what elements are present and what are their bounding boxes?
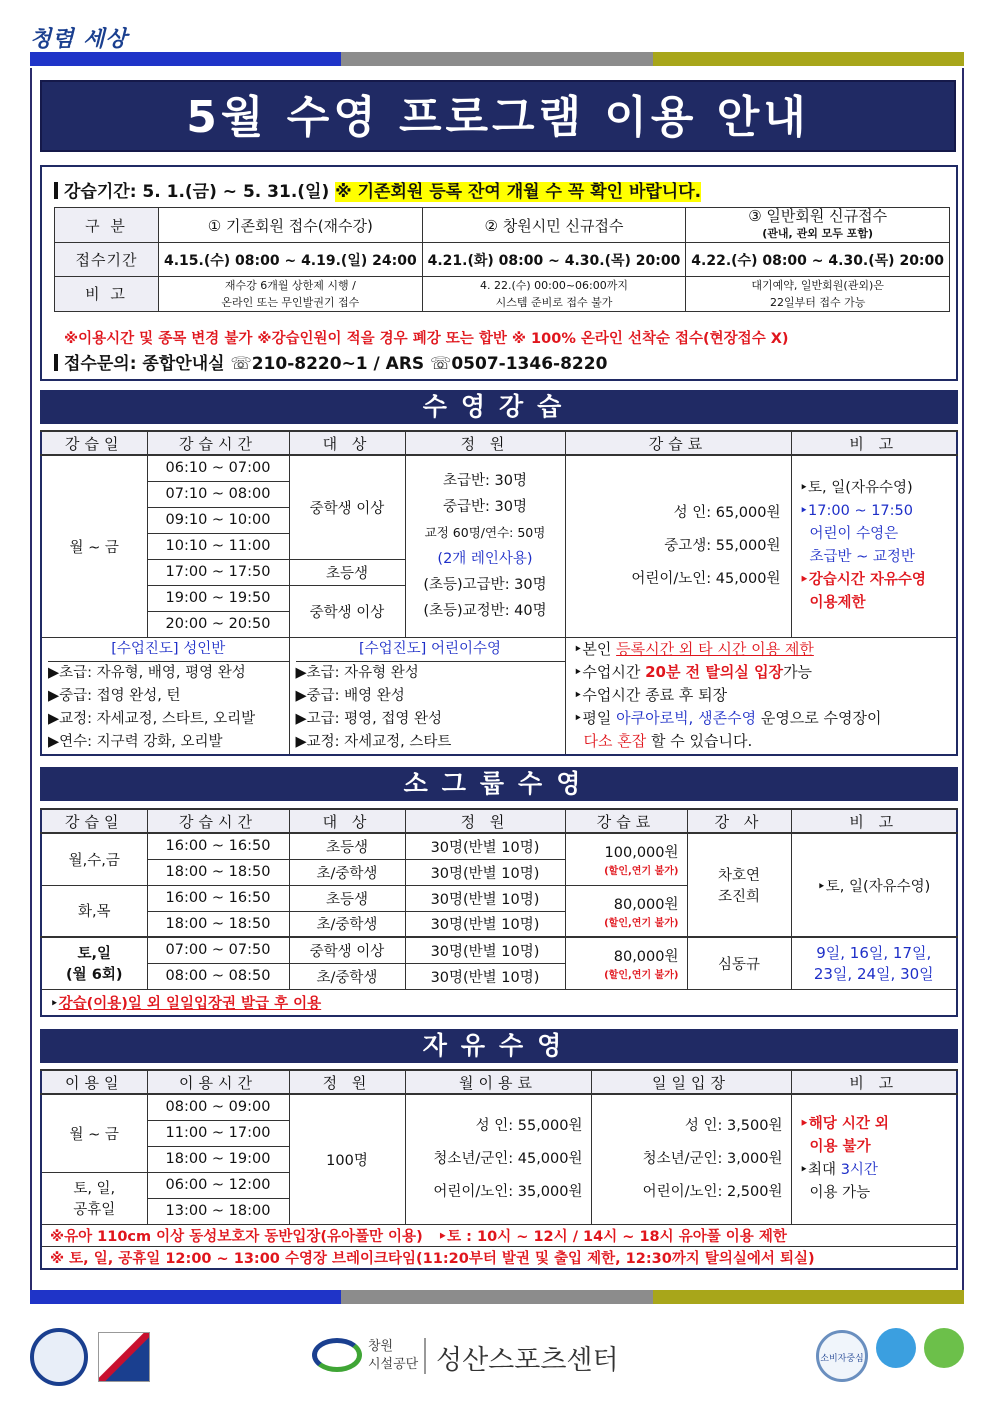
free-swim-section-title: 자유수영: [40, 1029, 958, 1063]
brand-logo: 청렴 세상: [30, 27, 128, 52]
center-name: 성산스포츠센터: [436, 1345, 619, 1376]
page-title: 5월 수영 프로그램 이용 안내: [40, 80, 956, 152]
registration-table: 구 분 ① 기존회원 접수(재수강) ② 창원시민 신규접수 ③ 일반회원 신규접수 (관내, 관외 모두 포함) 접수기간 4.15.(수) 08:00 ~ 4.19.(일) 24:00 4.21.(화) 08:00 ~ 4.30.(목) 20:00 4.22.(수) 08:00 ~ 4.30.(목) 20:00 비 고 재수강 6개월 상한제 시행 / 온라인 또는 무인발권기 접수 4. 22.(수) 00:00~06:00까지 시스템 준비로 접수 불가 대기예약, 일반회원(관외)은 22일부터 접수 가능: [54, 207, 950, 312]
cheongwon-facilities-logo-icon: [312, 1338, 362, 1372]
contact-line: 접수문의: 종합안내실 ☏210-8220~1 / ARS ☏0507-1346-8220: [54, 349, 607, 374]
small-group-table: 강습일 강습시간 대 상 정 원 강습료 강 사 비 고 월,수,금 16:00 ~ 16:50 초등생 30명(반별 10명) 100,000원 (할인,연기 불가) 차호연 조진희 ‣토, 일(자유수영) 18:00 ~ 18:50 초/중학생 30명(반별 10명) 화,목 16:00 ~ 16:50 초등생 30명(반별 10명) 80,000원 (할인,연기 불가) 18:00 ~ 18:50 초/중학생 30명(반별 10명) 토,일 (월 6회) 07:00 ~ 07:50 중학생 이상 30명(반별 10명) 80,000원 (할인,연기 불가) 심동규 9일, 16일, 17일, 23일, 24일, 30일 08:00 ~ 08:50 초/중학생 30명(반별 10명) ‣강습(이용)일 외 일일입장권 발급 후 이용: [40, 808, 958, 1017]
period-notice: ※ 기존회원 등록 잔여 개월 수 꼭 확인 바랍니다.: [335, 182, 702, 202]
period-line: 강습기간: 5. 1.(금) ~ 5. 31.(일) ※ 기존회원 등록 잔여 개월 수 꼭 확인 바랍니다.: [54, 177, 701, 202]
registration-note: ※이용시간 및 종목 변경 불가 ※강습인원이 적을 경우 폐강 또는 합반 ※ 100% 온라인 선착순 접수(현장접수 X): [64, 331, 789, 347]
certification-flag-icon: [98, 1332, 150, 1382]
lesson-section-title: 수영강습: [40, 390, 958, 424]
mascot-green-icon: [924, 1328, 964, 1368]
top-color-bar: [30, 52, 964, 66]
lesson-table: 강습일 강습시간 대 상 정 원 강습료 비 고 월 ~ 금 06:10 ~ 07:00 중학생 이상 초급반: 30명 중급반: 30명 교정 60명/연수: 50명 (2개 레인사용) (초등)고급반: 30명 (초등)교정반: 40명 성 인: 65,000원 중고생: 55,000원 어린이/노인: 45,000원 ‣토, 일(자유수영) ‣17:00 ~ 17:50 어린이 수영은 초급반 ~ 교정반 ‣강습시간 자유수영 이용제한 07:10 ~ 08:00 09:10 ~ 10:00 10:10 ~ 11:00 17:00 ~ 17:50 초등생 19:00 ~ 19:50 중학생 이상 20:00 ~ 20:50 [수업진도] 성인반 ▶초급: 자유형, 배영, 평영 완성 ▶중급: 접영 완성, 턴 ▶교정: 자세교정, 스타트, 오리발 ▶연수: 지구력 강화, 오리발 [수업진도] 어린이수영 ▶초급: 자유형 완성 ▶중급: 배영 완성 ▶고급: 평영, 접영 완성 ▶교정: 자세교정, 스타트 ‣본인 등록시간 외 타 시간 이용 제한 ‣수업시간 20분 전 탈의실 입장가능 ‣수업시간 종료 후 퇴장 ‣평일 아쿠아로빅, 생존수영 운영으로 수영장이 다소 혼잡 할 수 있습니다.: [40, 430, 958, 756]
mascot-blue-icon: [876, 1328, 916, 1368]
footer-logos: [0, 1328, 992, 1388]
free-swim-table: 이용일 이용시간 정 원 월이용료 일일입장 비 고 월 ~ 금 08:00 ~ 09:00 100명 성 인: 55,000원 청소년/군인: 45,000원 어린이/노인: 35,000원 성 인: 3,500원 청소년/군인: 3,000원 어린이/노인: 2,500원 ‣해당 시간 외 이용 불가 ‣최대 3시간 이용 가능 11:00 ~ 17:00 18:00 ~ 19:00 토, 일, 공휴일 06:00 ~ 12:00 13:00 ~ 18:00 ※유아 110cm 이상 동성보호자 동반입장(유아풀만 이용) ‣토 : 10시 ~ 12시 / 14시 ~ 18시 유아풀 이용 제한 ※ 토, 일, 공휴일 12:00 ~ 13:00 수영장 브레이크타임(11:20부터 발권 및 출입 제한, 12:30까지 탈의실에서 퇴실): [40, 1069, 958, 1270]
registration-info: [40, 165, 958, 381]
bottom-color-bar: [30, 1290, 964, 1304]
org-name: 창원 시설공단: [368, 1339, 419, 1372]
small-group-section-title: 소그룹수영: [40, 767, 958, 801]
certification-logo-icon: [30, 1328, 88, 1386]
ccm-logo-icon: 소비자중심: [816, 1330, 868, 1382]
